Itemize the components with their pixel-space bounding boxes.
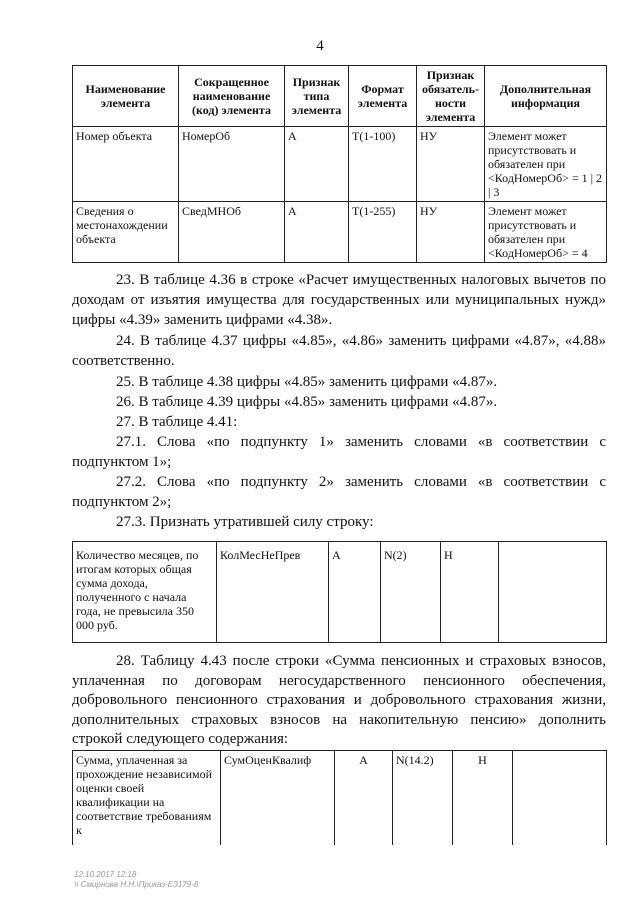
table-cell: А (335, 751, 393, 846)
table-cell: А (285, 127, 349, 202)
paragraph-27: 27. В таблице 4.41: (116, 414, 238, 430)
removed-row-table (72, 541, 607, 643)
table-cell: T(1-100) (349, 127, 417, 202)
header-cell: Формат элемента (349, 66, 417, 127)
table-cell (499, 542, 607, 643)
table-cell: Номер объекта (73, 127, 179, 202)
table-row (73, 127, 607, 202)
table-cell: А (285, 202, 349, 263)
table-cell: Сведения о местонахождении объекта (73, 202, 179, 263)
table-cell: НУ (417, 202, 485, 263)
header-cell: Признак типа элемента (285, 66, 349, 127)
paragraph-27-1: 27.1. Слова «по подпункту 1» заменить словами «в соответствии с подпунктом 1»; (72, 434, 606, 470)
table-cell (513, 751, 607, 846)
elements-table (72, 65, 607, 263)
table-cell: СведМНОб (179, 202, 285, 263)
table-cell: Элемент может присутствовать и обязателен при <КодНомерОб> = 1 | 2 | 3 (485, 127, 607, 202)
table-cell: Количество месяцев, по итогам которых общая сумма дохода, полученного с начала года, не превысила 350 000 руб. (73, 542, 217, 643)
paragraph-26: 26. В таблице 4.39 цифры «4.85» заменить цифрами «4.87». (116, 394, 498, 410)
table-cell: НУ (417, 127, 485, 202)
page-number: 4 (316, 38, 324, 54)
header-cell: Сокращенное наименование (код) элемента (179, 66, 285, 127)
table-cell: КолМесНеПрев (217, 542, 329, 643)
table-row (73, 202, 607, 263)
header-cell: Признак обязатель- ности элемента (417, 66, 485, 127)
paragraph-25: 25. В таблице 4.38 цифры «4.85» заменить цифрами «4.87». (116, 374, 498, 390)
table-cell: Н (453, 751, 513, 846)
header-cell: Дополнительная информация (485, 66, 607, 127)
table-cell: N(2) (381, 542, 441, 643)
header-cell: Наименование элемента (73, 66, 179, 127)
table-cell: N(14.2) (393, 751, 453, 846)
table-header-row (73, 66, 607, 127)
table-cell: Н (441, 542, 499, 643)
table-row (73, 751, 607, 846)
table-cell: T(1-255) (349, 202, 417, 263)
paragraph-27-3: 27.3. Признать утратившей силу строку: (116, 514, 374, 530)
added-row-table (72, 750, 607, 845)
table-row (73, 542, 607, 643)
table-cell: СумОценКвалиф (221, 751, 335, 846)
table-cell: Элемент может присутствовать и обязателен при <КодНомерОб> = 4 (485, 202, 607, 263)
table-cell: Сумма, уплаченная за прохождение независимой оценки своей квалификации на соответствие требованиям к (73, 751, 221, 846)
footer-path: \\ Смирнова Н.Н.\Приказ-ЕЗ179-8 (74, 880, 199, 889)
table-cell: НомерОб (179, 127, 285, 202)
paragraph-24: 24. В таблице 4.37 цифры «4.85», «4.86» заменить цифрами «4.87», «4.88» соответственно. (72, 333, 606, 369)
table-cell: А (329, 542, 381, 643)
footer-timestamp: 12.10.2017 12:18 (74, 870, 137, 879)
paragraph-28: 28. Таблицу 4.43 после строки «Сумма пенсионных и страховых взносов, уплаченная по договорам негосударственного пенсионного обеспечения, добровольного пенсионного страхования и добровольного страхования жизни, дополнительных страховых взносов на накопительную пенсию» дополнить строкой следующего содержания: (72, 653, 606, 747)
paragraph-23: 23. В таблице 4.36 в строке «Расчет имущественных налоговых вычетов по доходам от изъятия имущества для государственных или муниципальных нужд» цифры «4.39» заменить цифрами «4.38». (72, 272, 606, 328)
paragraph-27-2: 27.2. Слова «по подпункту 2» заменить словами «в соответствии с подпунктом 2»; (72, 474, 606, 510)
